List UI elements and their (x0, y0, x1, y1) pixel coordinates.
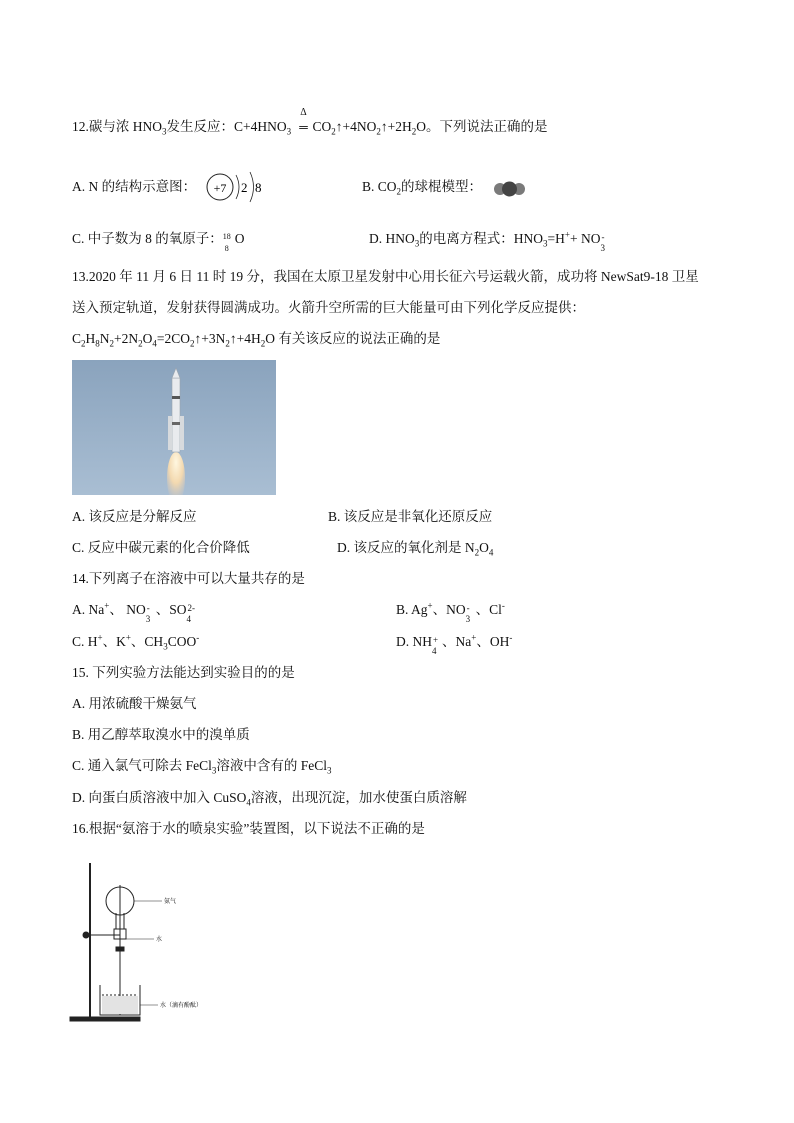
q14-option-d: D. NH + 4 、Na+、OH- (396, 632, 513, 656)
rocket-launch-photo (72, 360, 276, 495)
q14-option-c: C. H+、K+、$CH_3COO^-$ (72, 632, 200, 652)
q13-equation: $C_2H_8N_2+2N_2O_4=2CO_2↑+3N_2↑+4H_2O$ 有关该反应的说法正确的是 (72, 331, 441, 349)
q13-option-d: D. 该反应的氧化剂是 $N_2O_4$ (337, 540, 494, 558)
q15-stem: 15. 下列实验方法能达到实验目的的是 (72, 665, 295, 680)
co2-ball-stick-model-icon (491, 180, 531, 198)
q14-stem: 14.下列离子在溶液中可以大量共存的是 (72, 571, 305, 586)
fountain-experiment-apparatus-diagram (68, 855, 208, 1025)
q13-option-a: A. 该反应是分解反应 (72, 509, 197, 524)
q15-option-d: D. 向蛋白质溶液中加入 CuSO$_4$溶液，出现沉淀，加水使蛋白质溶解 (72, 790, 467, 808)
q12-option-c: C. 中子数为 8 的氧原子： 18 8 O (72, 231, 245, 253)
svg-text:2: 2 (241, 180, 248, 195)
q15-option-c: C. 通入氯气可除去 FeCl$_3$溶液中含有的 FeCl$_3$ (72, 758, 332, 776)
label-water: 水 (156, 936, 163, 943)
q12-option-b: B. $CO_2$的球棍模型： (362, 179, 483, 197)
q12-option-d: D. $HNO_3$的电离方程式：$HNO_3=H^++$ NO - 3 (369, 229, 605, 253)
heating-condition: Δ ═ (299, 107, 308, 134)
q13-option-b: B. 该反应是非氧化还原反应 (328, 509, 493, 524)
q13-stem-line2: 送入预定轨道，发射获得圆满成功。火箭升空所需的巨大能量可由下列化学反应提供： (72, 300, 585, 315)
q13-stem-line1: 13.2020 年 11 月 6 日 11 时 19 分，我国在太原卫星发射中心用长征六号运载火箭，成功将 NewSat9-18 卫星 (72, 269, 699, 284)
q15-option-b: B. 用乙醇萃取溴水中的溴单质 (72, 727, 250, 742)
label-beaker-water: 水（滴有酚酞） (160, 1002, 203, 1009)
label-ammonia-gas: 氨气 (164, 898, 177, 905)
nitrogen-atom-structure-diagram (204, 170, 274, 206)
q16-stem: 16.根据“氨溶于水的喷泉实验”装置图，以下说法不正确的是 (72, 821, 425, 836)
q12-stem: 12.碳与浓 $HNO_3$发生反应：$C+4HNO_3$ Δ ═ $CO_2↑+4NO_2↑+2H_2O$。下列说法正确的是 (72, 107, 548, 137)
q13-option-c: C. 反应中碳元素的化合价降低 (72, 540, 250, 555)
oxygen-nuclide: 18 8 (222, 231, 231, 253)
svg-text:8: 8 (255, 180, 262, 195)
q12-option-a: A. N 的结构示意图： (72, 179, 197, 194)
q14-option-b: B. Ag+、NO - 3 、Cl- (396, 600, 505, 624)
q14-option-a: A. Na+、 NO - 3 、SO 2- 4 (72, 600, 195, 624)
q15-option-a: A. 用浓硫酸干燥氨气 (72, 696, 197, 711)
svg-text:+7: +7 (213, 181, 227, 195)
